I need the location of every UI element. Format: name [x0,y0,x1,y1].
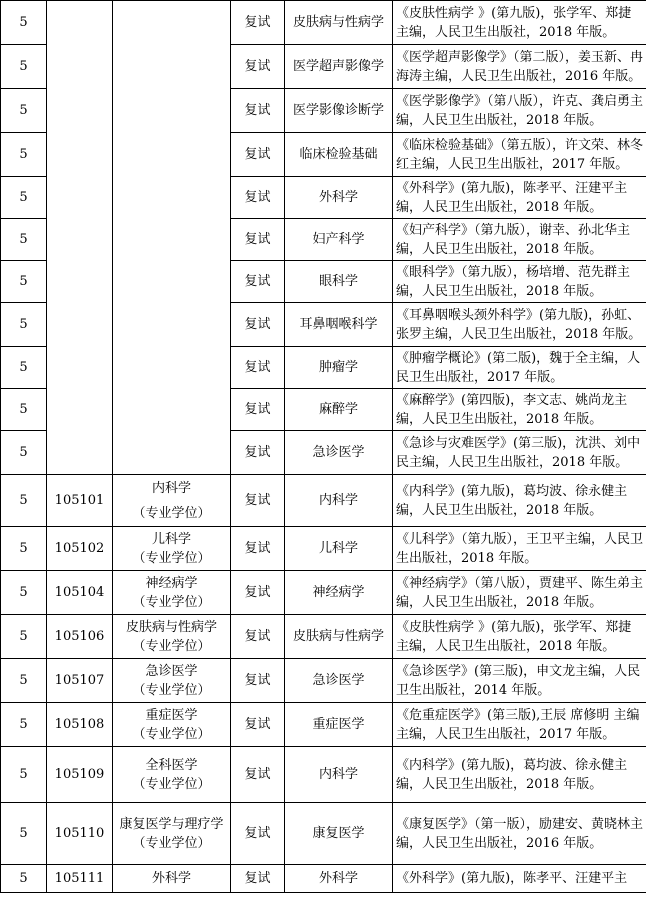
major-note: （专业学位） [132,638,211,654]
table-row [1,615,646,659]
major-note: （专业学位） [132,505,211,521]
exam-type-cell: 复试 [231,803,285,865]
dept-cell: 5 [1,45,47,89]
exam-type-cell: 复试 [231,527,285,571]
exam-type-cell: 复试 [231,747,285,803]
table-row [1,703,646,747]
exam-type-cell: 复试 [231,571,285,615]
dept-cell: 5 [1,865,47,893]
subject-cell: 皮肤病与性病学 [285,615,393,659]
table-body [1,1,646,893]
reference-cell: 《神经病学》（第八版），贾建平、陈生弟主编，人民卫生出版社，2018 年版。 [393,571,646,615]
major-name: 急诊医学 [145,663,198,679]
subject-cell: 重症医学 [285,703,393,747]
exam-type-cell: 复试 [231,303,285,347]
major-name: 内科学 [151,480,191,496]
major-note: （专业学位） [132,726,211,742]
exam-type-cell: 复试 [231,347,285,389]
subject-cell: 急诊医学 [285,659,393,703]
table-row [1,803,646,865]
dept-cell: 5 [1,703,47,747]
exam-type-cell: 复试 [231,659,285,703]
dept-cell: 5 [1,659,47,703]
table-row [1,865,646,893]
exam-type-cell: 复试 [231,219,285,261]
major-name: 皮肤病与性病学 [125,619,217,635]
major-name: 重症医学 [145,707,198,723]
dept-cell: 5 [1,1,47,45]
table-row [1,571,646,615]
exam-type-cell: 复试 [231,45,285,89]
major-name: 儿科学 [151,531,191,547]
exam-type-cell: 复试 [231,261,285,303]
exam-type-cell: 复试 [231,389,285,431]
reference-cell: 《康复医学》（第一版），励建安、黄晓林主编，人民卫生出版社，2016 年版。 [393,803,646,865]
dept-cell: 5 [1,89,47,133]
table-row [1,659,646,703]
reference-cell: 《儿科学》（第九版），王卫平主编，人民卫生出版社，2018 年版。 [393,527,646,571]
major-name: 全科医学 [145,757,198,773]
subject-cell: 内科学 [285,475,393,527]
reference-cell: 《麻醉学》(第四版)，李文志、姚尚龙主编，人民卫生出版社，2018 年版。 [393,389,646,431]
reference-cell: 《内科学》(第九版)，葛均波、徐永健主编，人民卫生出版社，2018 年版。 [393,475,646,527]
code-cell: 105101 [47,475,113,527]
code-cell-merged [47,1,113,475]
exam-type-cell: 复试 [231,615,285,659]
dept-cell: 5 [1,431,47,475]
major-cell [113,803,231,865]
major-cell [113,865,231,893]
subject-cell: 内科学 [285,747,393,803]
dept-cell: 5 [1,527,47,571]
major-name: 外科学 [151,871,191,886]
code-cell: 105102 [47,527,113,571]
major-note: （专业学位） [132,550,211,566]
subject-cell: 康复医学 [285,803,393,865]
major-name: 神经病学 [145,575,198,591]
major-cell [113,615,231,659]
dept-cell: 5 [1,219,47,261]
code-cell: 105109 [47,747,113,803]
dept-cell: 5 [1,803,47,865]
table-row [1,747,646,803]
subject-cell: 临床检验基础 [285,133,393,177]
reference-cell: 《皮肤性病学 》(第九版)，张学军、郑捷主编，人民卫生出版社，2018 年版。 [393,615,646,659]
code-cell: 105108 [47,703,113,747]
reference-cell: 《医学影像学》（第八版），许克、龚启勇主编，人民卫生出版社，2018 年版。 [393,89,646,133]
major-cell [113,659,231,703]
reference-cell: 《危重症医学》(第三版),王辰 席修明 主编主编，人民卫生出版社，2017 年版。 [393,703,646,747]
dept-cell: 5 [1,347,47,389]
subject-cell: 急诊医学 [285,431,393,475]
subject-cell: 医学影像诊断学 [285,89,393,133]
reference-cell: 《妇产科学》（第九版），谢幸、孙北华主编，人民卫生出版社，2018 年版。 [393,219,646,261]
reference-cell: 《皮肤性病学 》(第九版)，张学军、郑捷主编，人民卫生出版社，2018 年版。 [393,1,646,45]
major-cell [113,527,231,571]
subject-cell: 耳鼻咽喉科学 [285,303,393,347]
subject-cell: 外科学 [285,865,393,893]
table-row [1,475,646,527]
dept-cell: 5 [1,475,47,527]
code-cell: 105106 [47,615,113,659]
major-note: （专业学位） [132,776,211,792]
dept-cell: 5 [1,389,47,431]
subject-cell: 皮肤病与性病学 [285,1,393,45]
major-cell [113,703,231,747]
major-note: （专业学位） [132,835,211,851]
major-note: （专业学位） [132,594,211,610]
exam-type-cell: 复试 [231,475,285,527]
major-cell [113,475,231,527]
exam-type-cell: 复试 [231,1,285,45]
exam-type-cell: 复试 [231,865,285,893]
subject-cell: 肿瘤学 [285,347,393,389]
reference-cell: 《急诊与灾难医学》(第三版)，沈洪、刘中民主编，人民卫生出版社，2018 年版。 [393,431,646,475]
reference-cell: 《内科学》(第九版)，葛均波、徐永健主编，人民卫生出版社，2018 年版。 [393,747,646,803]
dept-cell: 5 [1,747,47,803]
subject-cell: 外科学 [285,177,393,219]
reference-cell: 《外科学》(第九版)，陈孝平、汪建平主 [393,865,646,893]
major-cell [113,747,231,803]
reference-cell: 《急诊医学》(第三版)，申文龙主编，人民卫生出版社，2014 年版。 [393,659,646,703]
code-cell: 105107 [47,659,113,703]
code-cell: 105111 [47,865,113,893]
subject-cell: 麻醉学 [285,389,393,431]
dept-cell: 5 [1,177,47,219]
major-name: 康复医学与理疗学 [119,816,224,832]
dept-cell: 5 [1,261,47,303]
reference-cell: 《临床检验基础》（第五版），许文荣、林冬红主编，人民卫生出版社，2017 年版。 [393,133,646,177]
subject-cell: 儿科学 [285,527,393,571]
reference-cell: 《耳鼻咽喉头颈外科学》(第九版)，孙虹、张罗主编，人民卫生出版社，2018 年版。 [393,303,646,347]
subject-cell: 神经病学 [285,571,393,615]
major-cell [113,571,231,615]
reference-cell: 《医学超声影像学》（第二版），姜玉新、冉海涛主编，人民卫生出版社，2016 年版。 [393,45,646,89]
reference-cell: 《肿瘤学概论》(第二版)，魏于全主编，人民卫生出版社，2017 年版。 [393,347,646,389]
subject-cell: 医学超声影像学 [285,45,393,89]
dept-cell: 5 [1,133,47,177]
table-row [1,527,646,571]
code-cell: 105110 [47,803,113,865]
reference-cell: 《外科学》(第九版)，陈孝平、汪建平主编，人民卫生出版社，2018 年版。 [393,177,646,219]
dept-cell: 5 [1,571,47,615]
exam-type-cell: 复试 [231,703,285,747]
major-note: （专业学位） [132,682,211,698]
subject-cell: 妇产科学 [285,219,393,261]
dept-cell: 5 [1,615,47,659]
code-cell: 105104 [47,571,113,615]
exam-type-cell: 复试 [231,133,285,177]
reference-cell: 《眼科学》（第九版），杨培增、范先群主编，人民卫生出版社，2018 年版。 [393,261,646,303]
major-cell-merged [113,1,231,475]
exam-type-cell: 复试 [231,431,285,475]
exam-type-cell: 复试 [231,177,285,219]
table-row [1,1,646,45]
exam-type-cell: 复试 [231,89,285,133]
dept-cell: 5 [1,303,47,347]
subject-cell: 眼科学 [285,261,393,303]
